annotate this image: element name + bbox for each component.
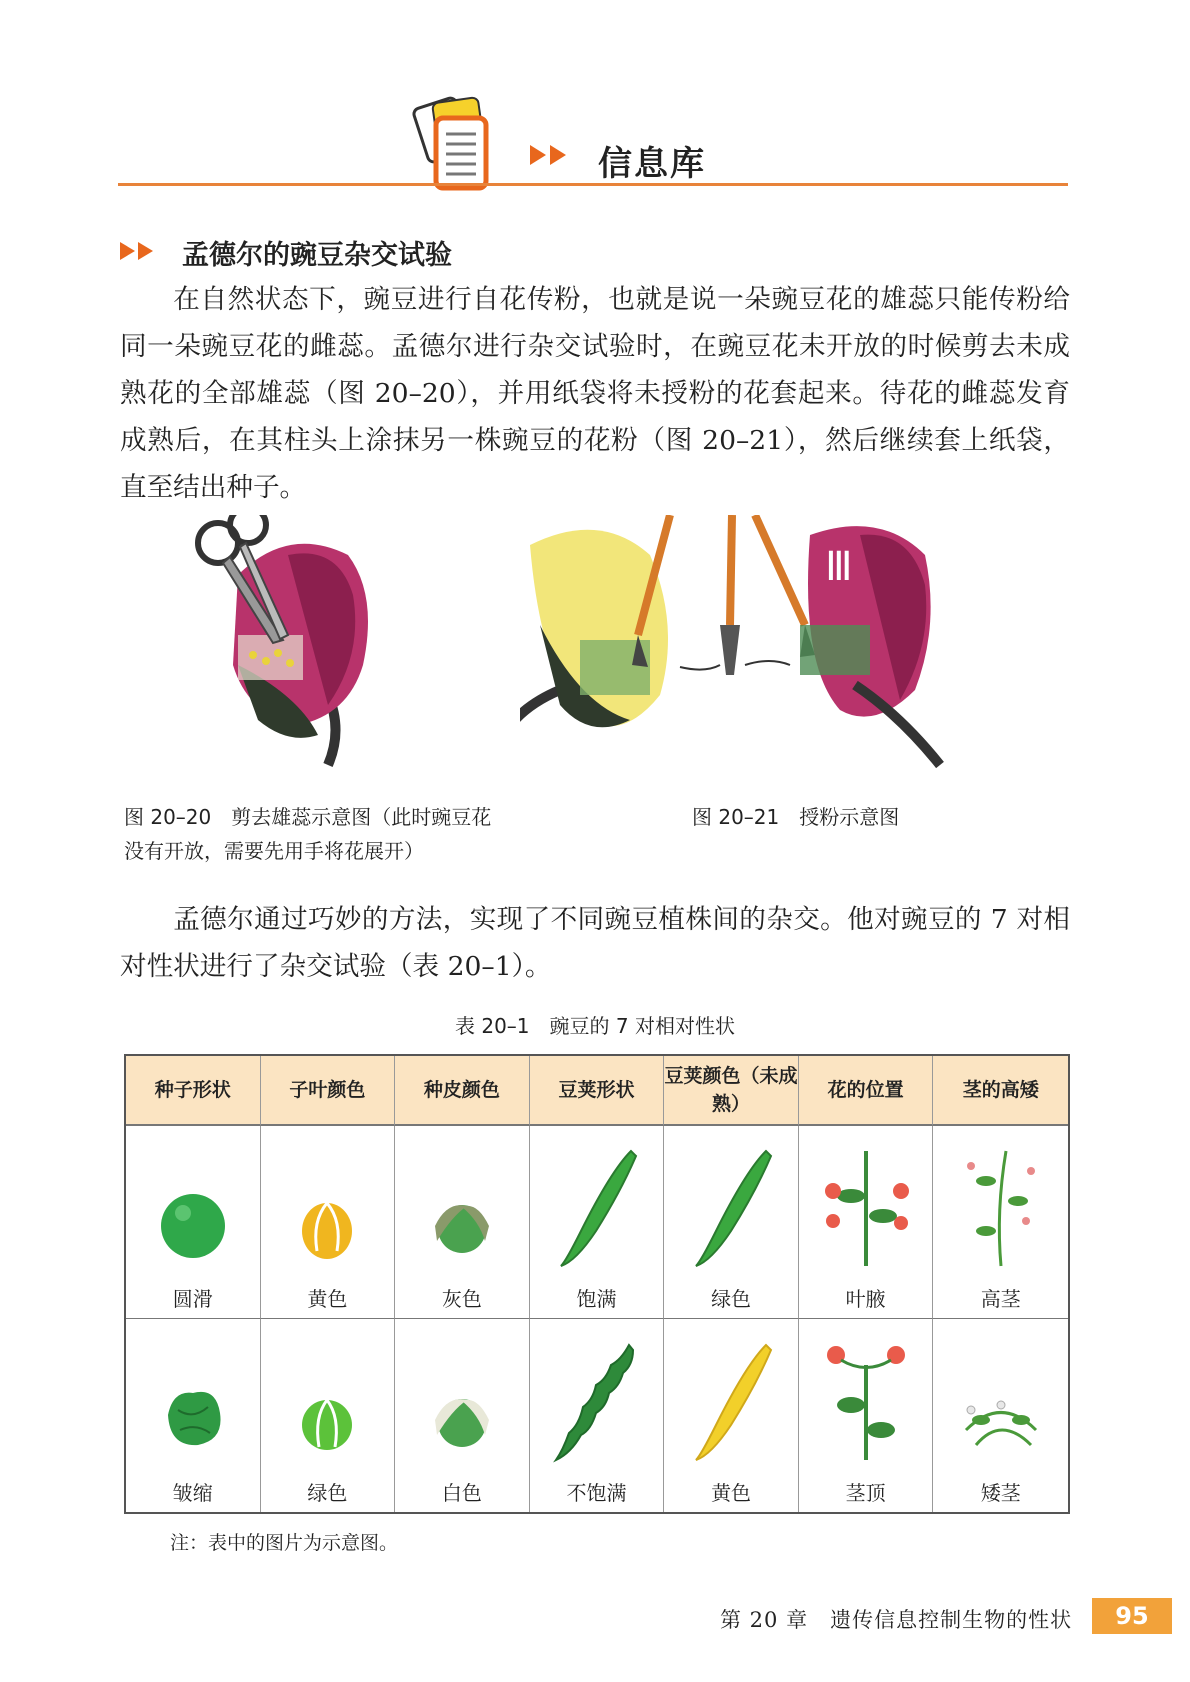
table-cell — [799, 1319, 934, 1512]
table-note: 注：表中的图片为示意图。 — [170, 1532, 399, 1554]
table-cell-label: 饱满 — [576, 1287, 617, 1311]
table-cell-label: 灰色 — [441, 1287, 482, 1311]
table-header-cell: 子叶颜色 — [261, 1056, 396, 1126]
green-pod-icon — [676, 1141, 786, 1271]
table-header-cell: 种子形状 — [126, 1056, 261, 1126]
terminal-flower-icon — [811, 1335, 921, 1465]
wrinkled-seed-icon — [138, 1335, 248, 1465]
table-cell-label: 绿色 — [307, 1481, 348, 1505]
table-cell — [261, 1319, 396, 1512]
table-title: 表 20–1 豌豆的 7 对相对性状 — [455, 1014, 735, 1038]
yellow-pod-icon — [676, 1335, 786, 1465]
table-cell — [126, 1319, 261, 1512]
table-header-cell: 种皮颜色 — [395, 1056, 530, 1126]
full-pod-icon — [541, 1141, 651, 1271]
header-rule — [118, 183, 1068, 186]
stamen-removal-illustration — [178, 515, 423, 785]
table-header-cell: 茎的高矮 — [933, 1056, 1068, 1126]
gray-seed-coat-icon — [407, 1141, 517, 1271]
table-cell-label: 绿色 — [711, 1287, 752, 1311]
dwarf-stem-icon — [946, 1335, 1056, 1465]
table-cell — [261, 1126, 396, 1319]
table-cell-label: 高茎 — [980, 1287, 1021, 1311]
tall-stem-icon — [946, 1141, 1056, 1271]
table-cell — [530, 1319, 665, 1512]
footer-chapter-title: 第 20 章 遗传信息控制生物的性状 — [720, 1608, 1073, 1632]
table-cell — [530, 1126, 665, 1319]
table-cell — [395, 1126, 530, 1319]
table-cell — [933, 1319, 1068, 1512]
green-cotyledon-icon — [272, 1335, 382, 1465]
header-arrows-icon — [530, 145, 570, 169]
axial-flower-icon — [811, 1141, 921, 1271]
table-cell — [664, 1126, 799, 1319]
table-header-cell: 豆荚颜色（未成熟） — [664, 1056, 799, 1126]
table-cell — [933, 1126, 1068, 1319]
white-seed-coat-icon — [407, 1335, 517, 1465]
document-stack-icon — [412, 96, 542, 206]
table-header-cell: 花的位置 — [799, 1056, 934, 1126]
table-cell-label: 圆滑 — [172, 1287, 213, 1311]
table-cell-label: 叶腋 — [845, 1287, 886, 1311]
paragraph-experiment: 孟德尔通过巧妙的方法，实现了不同豌豆植株间的杂交。他对豌豆的 7 对相对性状进行了杂交试验（表 20–1）。 — [120, 904, 1070, 982]
figure-20-21-caption: 图 20–21 授粉示意图 — [692, 805, 900, 829]
table-cell-label: 黄色 — [307, 1287, 348, 1311]
round-seed-icon — [138, 1141, 248, 1271]
table-cell — [664, 1319, 799, 1512]
constricted-pod-icon — [541, 1335, 651, 1465]
yellow-cotyledon-icon — [272, 1141, 382, 1271]
figure-20-20-caption: 图 20–20 剪去雄蕊示意图（此时豌豆花没有开放，需要先用手将花展开） — [124, 805, 492, 863]
table-cell-label: 茎顶 — [845, 1481, 886, 1505]
paragraph-intro: 在自然状态下，豌豆进行自花传粉，也就是说一朵豌豆花的雄蕊只能传粉给同一朵豌豆花的雌蕊。孟德尔进行杂交试验时，在豌豆花未开放的时候剪去未成熟花的全部雄蕊（图 20–20），并用纸袋将未授粉的花套起来。待花的雌蕊发育成熟后，在其柱头上涂抹另一株豌豆的花粉（图 20–21），然后继续套上纸袋，直至结出种子。 — [120, 284, 1070, 503]
table-cell — [799, 1126, 934, 1319]
table-cell — [395, 1319, 530, 1512]
section-title: 孟德尔的豌豆杂交试验 — [182, 240, 452, 271]
page-title: 信息库 — [598, 144, 706, 184]
table-cell — [126, 1126, 261, 1319]
svg-text:Ⅲ: Ⅲ — [825, 544, 853, 590]
trait-table — [124, 1054, 1070, 1514]
table-cell-label: 不饱满 — [566, 1481, 627, 1505]
table-cell-label: 白色 — [441, 1481, 482, 1505]
table-cell-label: 黄色 — [711, 1481, 752, 1505]
table-cell-label: 皱缩 — [172, 1481, 213, 1505]
table-cell-label: 矮茎 — [980, 1481, 1021, 1505]
section-arrows-icon — [120, 242, 156, 264]
table-header-cell: 豆荚形状 — [530, 1056, 665, 1126]
pollination-illustration — [520, 515, 1035, 785]
page-number: 95 — [1092, 1598, 1172, 1634]
